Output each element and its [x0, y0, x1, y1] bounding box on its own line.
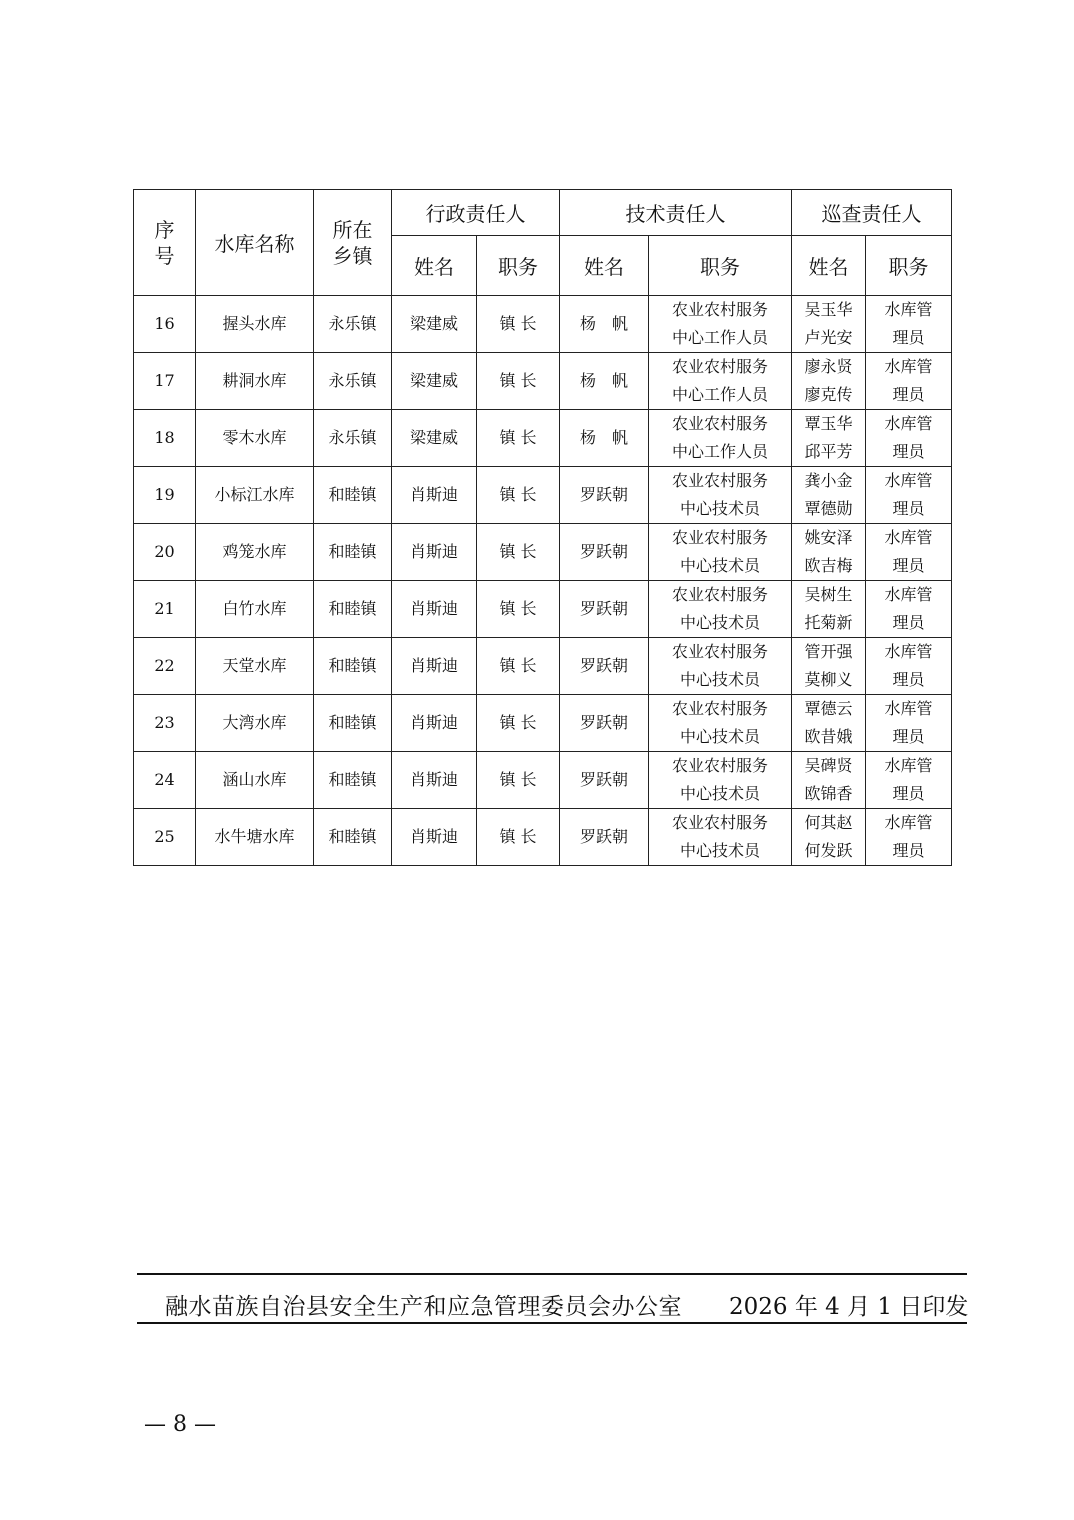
cell-seq: 17: [134, 353, 196, 410]
cell-seq: 20: [134, 524, 196, 581]
tech-post-line-1: 农业农村服务: [671, 471, 768, 490]
cell-reservoir: 涵山水库: [196, 752, 314, 809]
cell-tech-post: [649, 752, 792, 809]
header-seq: 序号: [134, 190, 196, 296]
cell-admin-post: 镇 长: [477, 809, 560, 866]
cell-town: 永乐镇: [314, 296, 392, 353]
cell-tech-name: 罗跃朝: [560, 752, 649, 809]
tech-post-line-1: 农业农村服务: [671, 357, 768, 376]
cell-admin-name: 梁建威: [392, 353, 477, 410]
header-tech: 技术责任人: [560, 190, 792, 236]
tech-post-line-2: 中心技术员: [679, 784, 760, 803]
cell-reservoir: 鸡笼水库: [196, 524, 314, 581]
cell-town: 和睦镇: [314, 524, 392, 581]
patrol-name-2: 廖克传: [804, 385, 853, 404]
table-body: [134, 296, 952, 866]
cell-tech-name: 杨 帆: [560, 410, 649, 467]
patrol-post-line-1: 水库管: [884, 756, 933, 775]
patrol-name-2: 欧吉梅: [804, 556, 853, 575]
cell-patrol-post: [866, 410, 952, 467]
cell-tech-post: [649, 353, 792, 410]
cell-patrol-post: [866, 638, 952, 695]
cell-reservoir: 零木水库: [196, 410, 314, 467]
table-row: [134, 752, 952, 809]
cell-reservoir: 大湾水库: [196, 695, 314, 752]
cell-town: 永乐镇: [314, 410, 392, 467]
cell-admin-post: 镇 长: [477, 410, 560, 467]
patrol-post-line-1: 水库管: [884, 357, 933, 376]
tech-post-line-2: 中心技术员: [679, 841, 760, 860]
patrol-post-line-2: 理员: [892, 499, 925, 518]
footer-top-rule: [137, 1273, 967, 1275]
cell-admin-post: 镇 长: [477, 752, 560, 809]
cell-patrol-names: [792, 581, 866, 638]
header-tech-name: 姓名: [560, 236, 649, 296]
reservoir-responsibility-table: [133, 189, 952, 866]
cell-tech-name: 罗跃朝: [560, 695, 649, 752]
cell-patrol-names: [792, 410, 866, 467]
cell-admin-post: 镇 长: [477, 581, 560, 638]
header-admin: 行政责任人: [392, 190, 560, 236]
patrol-name-2: 托菊新: [804, 613, 853, 632]
patrol-post-line-1: 水库管: [884, 642, 933, 661]
cell-tech-post: [649, 638, 792, 695]
cell-tech-name: 罗跃朝: [560, 581, 649, 638]
cell-reservoir: 白竹水库: [196, 581, 314, 638]
tech-post-line-2: 中心技术员: [679, 499, 760, 518]
patrol-name-1: 吴碑贤: [804, 756, 853, 775]
cell-admin-post: 镇 长: [477, 638, 560, 695]
patrol-name-1: 姚安泽: [804, 528, 853, 547]
table-row: [134, 410, 952, 467]
patrol-name-1: 吴玉华: [804, 300, 853, 319]
patrol-name-1: 覃德云: [804, 699, 853, 718]
header-reservoir: 水库名称: [196, 190, 314, 296]
footer-bottom-rule: [137, 1322, 967, 1324]
table-row: [134, 353, 952, 410]
footer-issue-date: 2026 年 4 月 1 日印发: [729, 1294, 969, 1320]
cell-patrol-post: [866, 467, 952, 524]
table-row: [134, 581, 952, 638]
cell-tech-post: [649, 695, 792, 752]
header-patrol: 巡查责任人: [792, 190, 952, 236]
cell-admin-post: 镇 长: [477, 524, 560, 581]
cell-town: 和睦镇: [314, 809, 392, 866]
cell-admin-name: 肖斯迪: [392, 695, 477, 752]
tech-post-line-2: 中心工作人员: [671, 442, 768, 461]
patrol-name-2: 欧昔娥: [804, 727, 853, 746]
cell-tech-name: 罗跃朝: [560, 524, 649, 581]
cell-patrol-names: [792, 638, 866, 695]
patrol-post-line-2: 理员: [892, 328, 925, 347]
cell-admin-post: 镇 长: [477, 695, 560, 752]
cell-town: 和睦镇: [314, 638, 392, 695]
patrol-post-line-2: 理员: [892, 442, 925, 461]
tech-post-line-2: 中心技术员: [679, 613, 760, 632]
cell-tech-name: 罗跃朝: [560, 467, 649, 524]
patrol-name-1: 管开强: [804, 642, 853, 661]
tech-post-line-2: 中心技术员: [679, 727, 760, 746]
cell-patrol-names: [792, 296, 866, 353]
cell-tech-name: 罗跃朝: [560, 809, 649, 866]
table-row: [134, 524, 952, 581]
cell-reservoir: 耕洞水库: [196, 353, 314, 410]
patrol-name-2: 莫柳义: [804, 670, 853, 689]
cell-patrol-names: [792, 353, 866, 410]
cell-admin-post: 镇 长: [477, 467, 560, 524]
cell-tech-name: 杨 帆: [560, 353, 649, 410]
tech-post-line-2: 中心工作人员: [671, 385, 768, 404]
cell-seq: 21: [134, 581, 196, 638]
cell-tech-post: [649, 467, 792, 524]
cell-reservoir: 水牛塘水库: [196, 809, 314, 866]
cell-town: 和睦镇: [314, 581, 392, 638]
cell-tech-post: [649, 410, 792, 467]
table-row: [134, 695, 952, 752]
patrol-post-line-2: 理员: [892, 727, 925, 746]
cell-reservoir: 握头水库: [196, 296, 314, 353]
patrol-post-line-1: 水库管: [884, 585, 933, 604]
cell-town: 和睦镇: [314, 467, 392, 524]
cell-seq: 23: [134, 695, 196, 752]
cell-admin-name: 梁建威: [392, 410, 477, 467]
cell-seq: 19: [134, 467, 196, 524]
cell-tech-post: [649, 809, 792, 866]
cell-patrol-names: [792, 695, 866, 752]
tech-post-line-1: 农业农村服务: [671, 699, 768, 718]
cell-admin-name: 肖斯迪: [392, 638, 477, 695]
cell-reservoir: 小标江水库: [196, 467, 314, 524]
cell-reservoir: 天堂水库: [196, 638, 314, 695]
cell-seq: 25: [134, 809, 196, 866]
table-row: [134, 467, 952, 524]
cell-seq: 24: [134, 752, 196, 809]
tech-post-line-2: 中心技术员: [679, 670, 760, 689]
cell-tech-name: 罗跃朝: [560, 638, 649, 695]
cell-admin-name: 肖斯迪: [392, 467, 477, 524]
patrol-post-line-1: 水库管: [884, 528, 933, 547]
patrol-post-line-2: 理员: [892, 613, 925, 632]
patrol-name-1: 覃玉华: [804, 414, 853, 433]
patrol-name-1: 何其赵: [804, 813, 853, 832]
patrol-name-2: 邱平芳: [804, 442, 853, 461]
table-row: [134, 296, 952, 353]
cell-patrol-post: [866, 524, 952, 581]
cell-town: 永乐镇: [314, 353, 392, 410]
header-patrol-post: 职务: [866, 236, 952, 296]
tech-post-line-2: 中心技术员: [679, 556, 760, 575]
cell-seq: 16: [134, 296, 196, 353]
cell-tech-post: [649, 524, 792, 581]
patrol-post-line-1: 水库管: [884, 300, 933, 319]
tech-post-line-1: 农业农村服务: [671, 756, 768, 775]
tech-post-line-1: 农业农村服务: [671, 642, 768, 661]
footer-issuing-office: 融水苗族自治县安全生产和应急管理委员会办公室: [165, 1294, 682, 1320]
cell-admin-name: 肖斯迪: [392, 524, 477, 581]
cell-town: 和睦镇: [314, 752, 392, 809]
cell-patrol-post: [866, 581, 952, 638]
header-admin-name: 姓名: [392, 236, 477, 296]
patrol-name-1: 龚小金: [804, 471, 853, 490]
cell-tech-name: 杨 帆: [560, 296, 649, 353]
cell-admin-name: 肖斯迪: [392, 752, 477, 809]
cell-admin-post: 镇 长: [477, 296, 560, 353]
table-row: [134, 809, 952, 866]
cell-admin-post: 镇 长: [477, 353, 560, 410]
patrol-name-2: 欧锦香: [804, 784, 853, 803]
cell-seq: 22: [134, 638, 196, 695]
patrol-post-line-2: 理员: [892, 556, 925, 575]
header-patrol-name: 姓名: [792, 236, 866, 296]
cell-patrol-names: [792, 524, 866, 581]
cell-patrol-post: [866, 353, 952, 410]
cell-tech-post: [649, 296, 792, 353]
cell-patrol-post: [866, 296, 952, 353]
header-admin-post: 职务: [477, 236, 560, 296]
cell-patrol-names: [792, 809, 866, 866]
cell-town: 和睦镇: [314, 695, 392, 752]
cell-seq: 18: [134, 410, 196, 467]
patrol-name-2: 卢光安: [804, 328, 853, 347]
cell-patrol-post: [866, 752, 952, 809]
patrol-post-line-2: 理员: [892, 385, 925, 404]
cell-patrol-names: [792, 752, 866, 809]
tech-post-line-1: 农业农村服务: [671, 528, 768, 547]
cell-patrol-post: [866, 809, 952, 866]
patrol-post-line-2: 理员: [892, 784, 925, 803]
cell-admin-name: 肖斯迪: [392, 581, 477, 638]
page-number: — 8 —: [144, 1412, 216, 1437]
header-town: 所在乡镇: [314, 190, 392, 296]
cell-patrol-post: [866, 695, 952, 752]
tech-post-line-2: 中心工作人员: [671, 328, 768, 347]
patrol-name-1: 吴树生: [804, 585, 853, 604]
cell-tech-post: [649, 581, 792, 638]
table-row: [134, 638, 952, 695]
patrol-name-1: 廖永贤: [804, 357, 853, 376]
patrol-post-line-1: 水库管: [884, 813, 933, 832]
cell-admin-name: 梁建威: [392, 296, 477, 353]
tech-post-line-1: 农业农村服务: [671, 585, 768, 604]
tech-post-line-1: 农业农村服务: [671, 414, 768, 433]
patrol-post-line-1: 水库管: [884, 414, 933, 433]
patrol-name-2: 覃德勋: [804, 499, 853, 518]
cell-admin-name: 肖斯迪: [392, 809, 477, 866]
tech-post-line-1: 农业农村服务: [671, 300, 768, 319]
cell-patrol-names: [792, 467, 866, 524]
patrol-post-line-2: 理员: [892, 670, 925, 689]
patrol-post-line-1: 水库管: [884, 471, 933, 490]
patrol-post-line-1: 水库管: [884, 699, 933, 718]
tech-post-line-1: 农业农村服务: [671, 813, 768, 832]
patrol-name-2: 何发跃: [804, 841, 853, 860]
header-tech-post: 职务: [649, 236, 792, 296]
patrol-post-line-2: 理员: [892, 841, 925, 860]
